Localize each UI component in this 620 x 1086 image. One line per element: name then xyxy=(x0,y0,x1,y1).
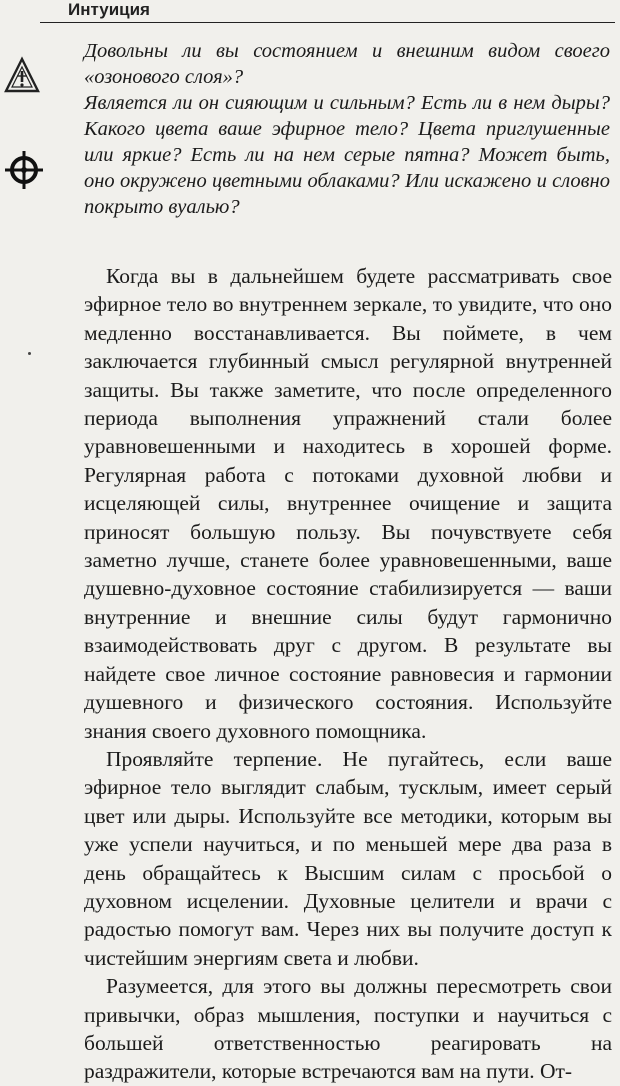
chapter-title: Интуиция xyxy=(68,0,150,19)
body-paragraph: Разумеется, для этого вы должны пересмотреть свои привычки, образ мышления, поступки и научиться с большей ответственностью реагировать на раздражители, которые встречаются вам на пути. От- xyxy=(84,974,612,1084)
warning-triangle-icon xyxy=(4,56,40,96)
body-paragraph: Когда вы в дальнейшем будете рассматривать свое эфирное тело во внутреннем зеркале, то увидите, что оно медленно восстанавливается. Вы поймете, в чем заключается глубинный смысл регулярной внутренней защиты. Вы также заметите, что после определенного периода выполнения упражнений стали более уравновешенными и находитесь в хорошей форме. Регулярная работа с потоками духовной любви и исцеляющей силы, внутреннее очищение и защита приносят большую пользу. Вы почувствуете себя заметно лучше, станете более уравновешенными, ваше душевно-духовное состояние стабилизируется — ваши внутренние и внешние силы будут гармонично взаимодействовать друг с другом. В результате вы найдете свое личное состояние равновесия и гармонии душевного и физического состояния. Используйте знания своего духовного помощника. xyxy=(84,264,612,743)
reflection-questions xyxy=(84,38,610,220)
main-text xyxy=(84,262,612,1086)
crosshair-target-icon xyxy=(4,150,44,190)
body-paragraph: Проявляйте терпение. Не пугайтесь, если ваше эфирное тело выглядит слабым, тусклым, имеет серый цвет или дыры. Используйте все методики, которым вы уже успели научиться, и по меньшей мере два раза в день обращайтесь к Высшим силам с просьбой о духовном исцелении. Духовные целители и врачи с радостью помогут вам. Через них вы получите доступ к чистейшим энергиям света и любви. xyxy=(84,746,612,970)
margin-speck xyxy=(28,352,31,355)
running-header xyxy=(40,0,615,23)
question-paragraph: Довольны ли вы состоянием и внешним видом своего «озонового слоя»? xyxy=(84,40,610,88)
question-paragraph: Является ли он сияющим и сильным? Есть ли в нем дыры? Какого цвета ваше эфирное тело? Цвета приглушенные или яркие? Есть ли на нем серые пятна? Может быть, оно окружено цветными облаками? Или искажено и словно покрыто вуалью? xyxy=(84,92,610,218)
